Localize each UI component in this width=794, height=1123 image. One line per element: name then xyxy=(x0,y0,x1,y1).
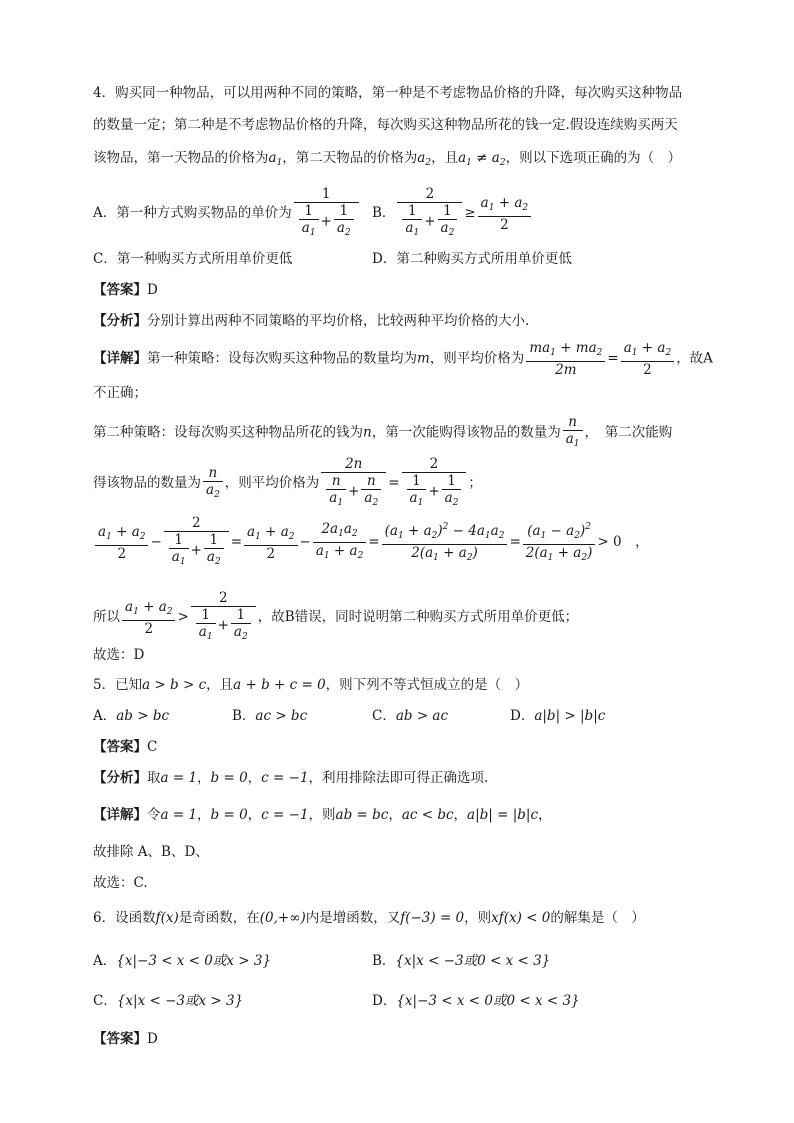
answer-tag: 【答案】 xyxy=(93,282,147,298)
analysis-tag: 【分析】 xyxy=(93,313,147,329)
q4-stem-line3: 该物品，第一天物品的价格为$a_1$，第二天物品的价格为$a_2$，且$a_1 \ne a_2$，则以下选项正确的为（ ） xyxy=(93,150,682,168)
q5-option-a[interactable]: A．ab > bc xyxy=(93,708,170,724)
q5-detail: 【详解】令a = 1，b = 0，c = −1，则ab = bc，ac < bc，a|b| = |b|c， xyxy=(93,807,552,823)
option-label: D． xyxy=(372,993,397,1009)
q4-detail-equation: $\frac{a_1 + a_2}{2}$ − 2 $\frac{1}{a_1}$ + $\frac{1}{a_2}$ = $\frac{a_1 + a_2}{2}$ − $\frac{2a_1a_2}{a_1 + a_2}$ = $\frac{(a_1 + a_2)^2 - 4a_1a_2}{2(a_1 + a_2)}$ = $\frac{(a_1 - a_2)^2}{2(a_1 + a_2)}$ > 0 ， xyxy=(93,515,649,570)
answer-value: C xyxy=(147,739,158,755)
detail-text: ， 第二次能购 xyxy=(584,424,673,441)
q6-stem-text: ，则 xyxy=(464,910,492,926)
q6-stem-text: 的解集是（ ） xyxy=(550,910,645,926)
q4-analysis xyxy=(93,312,529,330)
answer-value: D xyxy=(147,282,158,298)
option-label: D． xyxy=(510,708,535,724)
answer-tag: 【答案】 xyxy=(93,1031,147,1047)
detail-text: ，则平均价格为 xyxy=(224,475,320,491)
option-label: A． xyxy=(93,708,117,724)
analysis-text: ，利用排除法即可得正确选项. xyxy=(308,770,489,786)
analysis-tag: 【分析】 xyxy=(93,770,147,786)
q6-stem-text: 内是增函数，又 xyxy=(305,910,401,926)
detail-text: 令 xyxy=(147,807,161,823)
q4-detail-line1: 【详解】第一种策略：设每次购买这种物品的数量均为m，则平均价格为 $\frac{ma_1 + ma_2}{2m}$ = $\frac{a_1 + a_2}{2}$ ，故A xyxy=(93,340,713,378)
q4-detail-line3: 第二种策略：设每次购买这种物品所花的钱为n，第一次能购得该物品的数量为 $\frac{n}{a_1}$ ， 第二次能购 xyxy=(93,414,673,449)
q4-option-c[interactable]: C．第一种购买方式所用单价更低 xyxy=(93,251,293,267)
detail-text: ，故A xyxy=(676,350,713,367)
q4-conclusion: 所以 $\frac{a_1 + a_2}{2}$ > 2 $\frac{1}{a_1}$ + $\frac{1}{a_2}$ ，故B错误，同时说明第二种购买方式所用单价更低； xyxy=(93,590,579,642)
detail-text: 第一种策略：设每次购买这种物品的数量均为 xyxy=(147,350,417,367)
option-label: A．第一种方式购买物品的单价为 xyxy=(93,205,292,221)
q5-option-b[interactable]: B．ac > bc xyxy=(232,708,308,724)
detail-text: ，则平均价格为 xyxy=(429,350,525,367)
detail-tag: 【详解】 xyxy=(93,350,147,367)
q5-option-d[interactable]: D．a|b| > |b|c xyxy=(510,708,606,724)
option-label: B． xyxy=(372,953,396,969)
q4-stem-text: 该物品，第一天物品的价格为 xyxy=(93,150,269,166)
q4-detail-line2: 不正确； xyxy=(93,385,147,401)
answer-value: D xyxy=(147,1031,158,1047)
q5-exclude: 故排除 A、B、D、 xyxy=(93,844,209,860)
option-label: C． xyxy=(372,708,396,724)
q6-option-c[interactable]: C．{x|x < −3或x > 3} xyxy=(93,993,244,1009)
q5-choice: 故选：C. xyxy=(93,875,148,891)
q6-stem-text: 是奇函数，在 xyxy=(178,910,260,926)
detail-text: 得该物品的数量为 xyxy=(93,475,201,491)
q5-stem-text: ，则下列不等式恒成立的是（ ） xyxy=(325,677,529,693)
q5-option-c[interactable]: C．ab > ac xyxy=(372,708,449,724)
q4-answer xyxy=(93,281,158,299)
q4-detail-line4: 得该物品的数量为 $\frac{n}{a_2}$ ，则平均价格为 2n $\frac{n}{a_1}$ + $\frac{n}{a_2}$ = 2 $\frac{1}{a_1}$ + $\frac{1}{a_2}$ ； xyxy=(93,456,482,508)
q4-stem-text: ，且 xyxy=(431,150,459,166)
detail-text: ，则 xyxy=(308,807,336,823)
q6-answer xyxy=(93,1030,158,1048)
analysis-text: 分别计算出两种不同策略的平均价格，比较两种平均价格的大小. xyxy=(147,313,530,329)
q6-option-a[interactable]: A．{x|−3 < x < 0或x > 3} xyxy=(93,953,272,969)
q4-stem-text: ，则以下选项正确的为（ ） xyxy=(505,150,682,166)
q4-option-b[interactable]: B． 2 $\frac{1}{a_1}$ + $\frac{1}{a_2}$ ≥ $\frac{a_1 + a_2}{2}$ xyxy=(372,186,533,241)
detail-text: ，第一次能购得该物品的数量为 xyxy=(371,424,561,441)
detail-text: 所以 xyxy=(93,609,120,625)
answer-tag: 【答案】 xyxy=(93,739,147,755)
q5-stem-text: 5．已知 xyxy=(93,677,143,693)
q4-stem-line2: 的数量一定；第二种是不考虑物品价格的升降，每次购买这种物品所花的钱一定.假设连续购买两天 xyxy=(93,117,678,133)
analysis-text: 取 xyxy=(147,770,161,786)
q5-stem: 5．已知a > b > c，且a + b + c = 0，则下列不等式恒成立的是（ ） xyxy=(93,677,529,693)
q5-answer xyxy=(93,738,157,756)
q4-option-d[interactable]: D．第二种购买方式所用单价更低 xyxy=(372,251,572,267)
q6-stem-text: 6．设函数 xyxy=(93,910,156,926)
detail-tag: 【详解】 xyxy=(93,807,147,823)
detail-text: ； xyxy=(468,475,482,491)
option-label: B． xyxy=(372,205,396,221)
detail-text: 第二种策略：设每次购买这种物品所花的钱为 xyxy=(93,424,363,441)
q4-stem-line1: 4．购买同一种物品，可以用两种不同的策略，第一种是不考虑物品价格的升降，每次购买这种物品 xyxy=(93,85,683,101)
q6-option-b[interactable]: B．{x|x < −3或0 < x < 3} xyxy=(372,953,551,969)
q4-choice: 故选：D xyxy=(93,647,145,663)
q6-option-d[interactable]: D．{x|−3 < x < 0或0 < x < 3} xyxy=(372,993,580,1009)
q5-analysis: 【分析】取a = 1，b = 0，c = −1，利用排除法即可得正确选项. xyxy=(93,770,489,786)
option-label: B． xyxy=(232,708,256,724)
detail-text: ，故B错误，同时说明第二种购买方式所用单价更低； xyxy=(257,609,579,625)
option-label: A． xyxy=(93,953,117,969)
q4-option-a[interactable]: A．第一种方式购买物品的单价为 1 $\frac{1}{a_1}$ + $\frac{1}{a_2}$ xyxy=(93,186,361,241)
q5-stem-text: ，且 xyxy=(206,677,234,693)
q4-stem-text: ，第二天物品的价格为 xyxy=(282,150,418,166)
option-label: C． xyxy=(93,993,117,1009)
q6-stem: 6．设函数f(x)是奇函数，在(0,+∞)内是增函数，又f(−3) = 0，则xf(x) < 0的解集是（ ） xyxy=(93,910,645,926)
